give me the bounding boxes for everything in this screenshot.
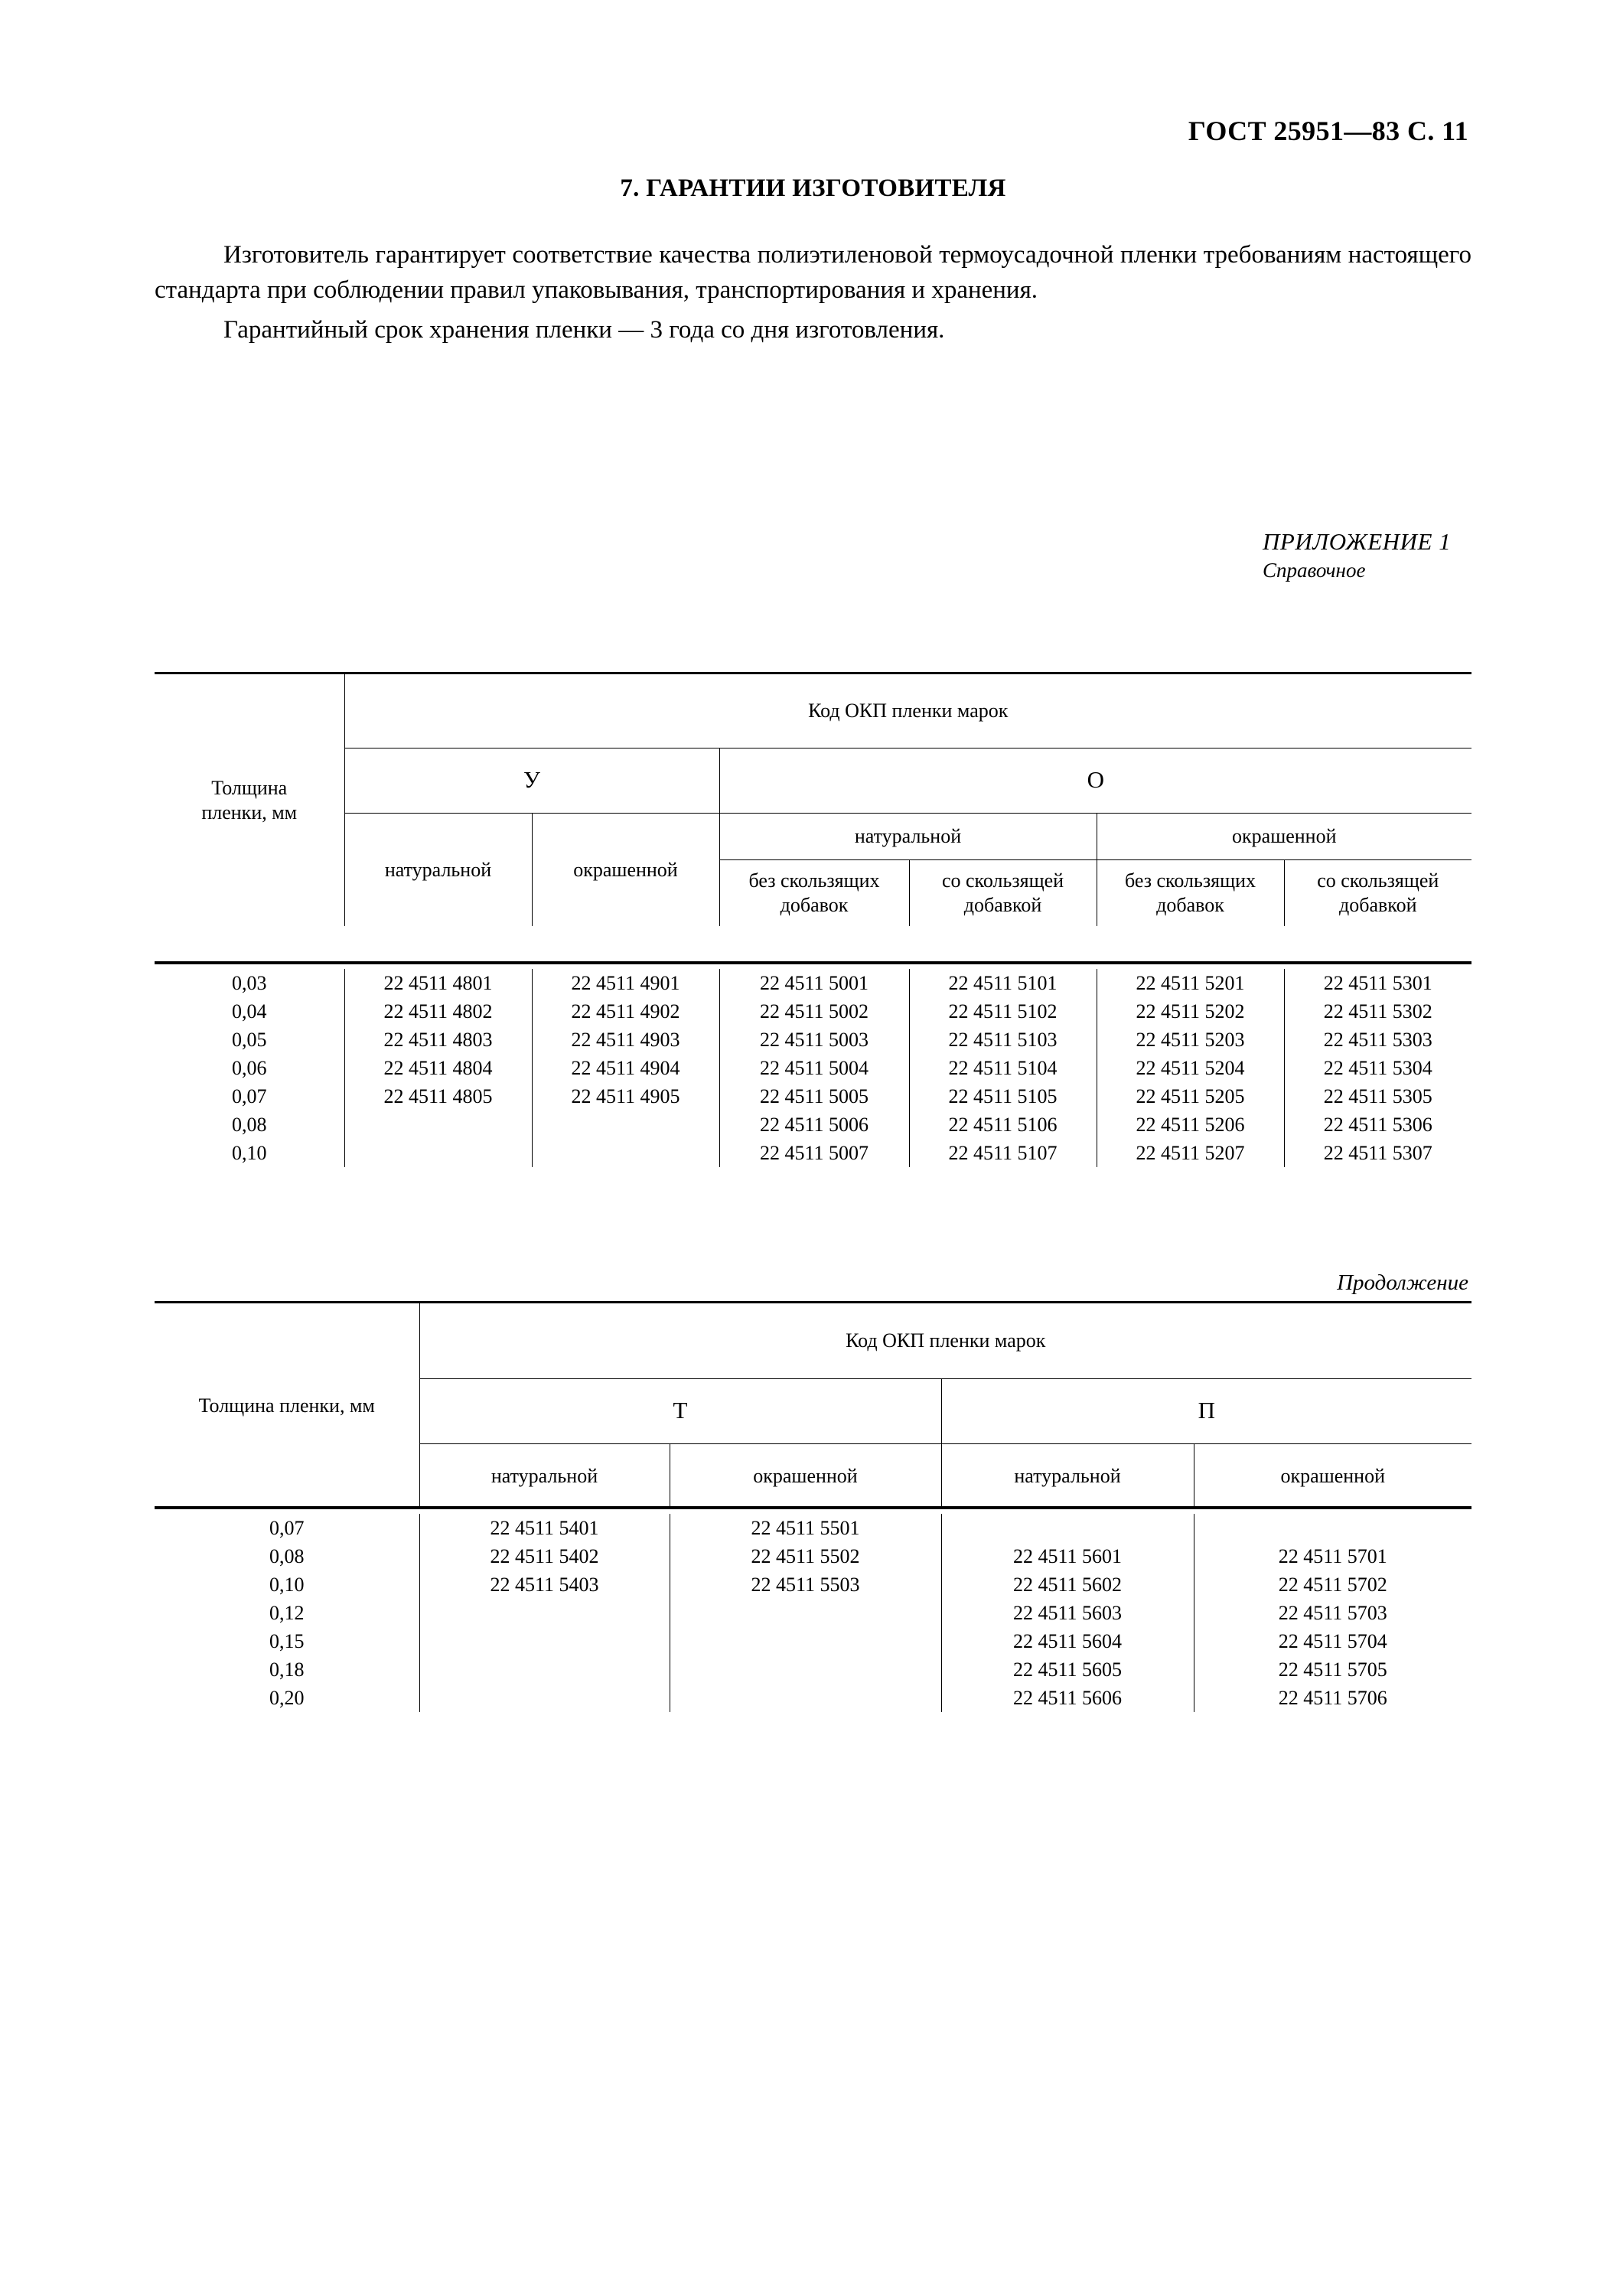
cell-thickness: 0,03 <box>232 971 267 994</box>
cell-okp-code: 22 4511 4905 <box>532 1082 719 1110</box>
table-row <box>155 1139 1471 1167</box>
cell-okp-code: 22 4511 5306 <box>1284 1110 1471 1139</box>
cell-okp-code: 22 4511 5302 <box>1284 997 1471 1026</box>
okp-codes-table-2 <box>155 1301 1471 1508</box>
running-head: ГОСТ 25951—83 С. 11 <box>1188 116 1468 146</box>
table1-header-mark-o <box>719 748 1471 814</box>
cell-okp-code: 22 4511 4902 <box>532 997 719 1026</box>
cell-okp-code <box>419 1627 670 1655</box>
cell-okp-code <box>532 1139 719 1167</box>
page-title: 7. ГАРАНТИИ ИЗГОТОВИТЕЛЯ <box>620 174 1006 202</box>
cell-okp-code: 22 4511 5502 <box>670 1542 941 1570</box>
cell-okp-code: 22 4511 5205 <box>1097 1082 1284 1110</box>
okp-codes-table-1 <box>155 672 1471 926</box>
cell-okp-code: 22 4511 5206 <box>1097 1110 1284 1139</box>
table1-header-o-colored: окрашенной <box>1097 814 1471 860</box>
table1-header-o-colored-noslip-l2: добавок <box>1156 894 1224 916</box>
table1-header-o-natural-noslip <box>719 860 909 927</box>
table1-header-mark-o-label: О <box>1087 766 1104 793</box>
table2-header-thickness: Толщина пленки, мм <box>155 1303 419 1509</box>
cell-okp-code: 22 4511 4803 <box>344 1026 532 1054</box>
appendix-label: ПРИЛОЖЕНИЕ 1 <box>1263 528 1452 555</box>
appendix-caption <box>918 528 1471 582</box>
table-row <box>155 1026 1471 1054</box>
table-row <box>155 1684 1471 1712</box>
table1-header-o-colored-noslip-l1: без скользящих <box>1124 869 1256 892</box>
cell-thickness: 0,07 <box>232 1084 267 1107</box>
body-text <box>155 237 1471 347</box>
cell-okp-code: 22 4511 5503 <box>670 1570 941 1599</box>
cell-thickness: 0,05 <box>232 1028 267 1051</box>
cell-okp-code: 22 4511 5706 <box>1194 1684 1471 1712</box>
table1-header-o-colored-noslip <box>1097 860 1284 927</box>
cell-okp-code <box>419 1684 670 1712</box>
cell-thickness: 0,08 <box>232 1113 267 1136</box>
cell-okp-code <box>670 1684 941 1712</box>
cell-okp-code: 22 4511 5602 <box>941 1570 1194 1599</box>
table1-header-o-natural-slip-l2: добавкой <box>963 894 1042 916</box>
table1-header-thickness-line2: пленки, мм <box>201 801 298 823</box>
cell-okp-code: 22 4511 5601 <box>941 1542 1194 1570</box>
table2-header-p-natural: натуральной <box>941 1444 1194 1509</box>
cell-okp-code: 22 4511 4903 <box>532 1026 719 1054</box>
table-row <box>155 1542 1471 1570</box>
cell-okp-code: 22 4511 4804 <box>344 1054 532 1082</box>
table1-header-thickness <box>155 673 344 927</box>
cell-okp-code: 22 4511 5701 <box>1194 1542 1471 1570</box>
cell-okp-code: 22 4511 5604 <box>941 1627 1194 1655</box>
table2-header-mark-p-label: П <box>1198 1397 1215 1424</box>
table1-header-thickness-line1: Толщина <box>211 776 288 799</box>
paragraph-guarantee: Изготовитель гарантирует соответствие качества полиэтиленовой термоусадочной пленки требованиям настоящего стандарта при соблюдении правил упаковывания, транспортирования и хранения. <box>155 241 1471 304</box>
cell-okp-code: 22 4511 5304 <box>1284 1054 1471 1082</box>
table1-header-o-colored-slip <box>1284 860 1471 927</box>
cell-okp-code <box>344 1139 532 1167</box>
cell-okp-code <box>670 1655 941 1684</box>
cell-okp-code: 22 4511 4904 <box>532 1054 719 1082</box>
cell-okp-code <box>419 1655 670 1684</box>
table-row <box>155 1514 1471 1542</box>
cell-okp-code: 22 4511 5107 <box>909 1139 1097 1167</box>
cell-okp-code: 22 4511 5001 <box>719 969 909 997</box>
cell-okp-code: 22 4511 5105 <box>909 1082 1097 1110</box>
table1-header-u-natural: натуральной <box>344 814 532 927</box>
cell-thickness: 0,12 <box>269 1601 305 1624</box>
cell-okp-code: 22 4511 5401 <box>419 1514 670 1542</box>
cell-okp-code: 22 4511 5003 <box>719 1026 909 1054</box>
cell-okp-code: 22 4511 5303 <box>1284 1026 1471 1054</box>
table1-header-o-colored-slip-l2: добавкой <box>1339 894 1417 916</box>
table2-header-mark-p <box>941 1379 1471 1444</box>
cell-thickness: 0,06 <box>232 1056 267 1079</box>
table1-header-o-natural: натуральной <box>719 814 1097 860</box>
table1-header-mark-u-label: У <box>523 766 540 793</box>
cell-okp-code: 22 4511 5605 <box>941 1655 1194 1684</box>
cell-okp-code: 22 4511 5305 <box>1284 1082 1471 1110</box>
cell-okp-code: 22 4511 5203 <box>1097 1026 1284 1054</box>
table-row <box>155 997 1471 1026</box>
table-row <box>155 1110 1471 1139</box>
cell-okp-code: 22 4511 5603 <box>941 1599 1194 1627</box>
cell-okp-code: 22 4511 5204 <box>1097 1054 1284 1082</box>
table-row <box>155 1599 1471 1627</box>
cell-okp-code: 22 4511 5002 <box>719 997 909 1026</box>
table-row <box>155 1655 1471 1684</box>
cell-thickness: 0,08 <box>269 1544 305 1567</box>
table1-header-group-title: Код ОКП пленки марок <box>344 673 1471 748</box>
appendix-kind: Справочное <box>1263 559 1366 582</box>
cell-okp-code: 22 4511 5705 <box>1194 1655 1471 1684</box>
cell-okp-code <box>419 1599 670 1627</box>
cell-okp-code: 22 4511 5004 <box>719 1054 909 1082</box>
cell-okp-code: 22 4511 5307 <box>1284 1139 1471 1167</box>
cell-okp-code: 22 4511 5606 <box>941 1684 1194 1712</box>
okp-codes-table-1-body <box>155 969 1471 1167</box>
table2-header-t-colored: окрашенной <box>670 1444 941 1509</box>
table1-header-u-colored: окрашенной <box>532 814 719 927</box>
cell-okp-code <box>1194 1514 1471 1542</box>
table-row <box>155 1627 1471 1655</box>
cell-okp-code <box>941 1514 1194 1542</box>
cell-okp-code: 22 4511 5702 <box>1194 1570 1471 1599</box>
cell-okp-code: 22 4511 5501 <box>670 1514 941 1542</box>
table2-rows <box>155 1514 1471 1712</box>
cell-okp-code: 22 4511 5301 <box>1284 969 1471 997</box>
cell-okp-code <box>532 1110 719 1139</box>
table2-header-t-natural: натуральной <box>419 1444 670 1509</box>
cell-okp-code: 22 4511 5005 <box>719 1082 909 1110</box>
cell-okp-code <box>670 1627 941 1655</box>
table2-header-group-title: Код ОКП пленки марок <box>419 1303 1471 1379</box>
cell-okp-code: 22 4511 5703 <box>1194 1599 1471 1627</box>
table2-continuation-label: Продолжение <box>1337 1270 1468 1295</box>
cell-thickness: 0,07 <box>269 1516 305 1539</box>
cell-okp-code: 22 4511 5704 <box>1194 1627 1471 1655</box>
cell-okp-code: 22 4511 5103 <box>909 1026 1097 1054</box>
table-row <box>155 1570 1471 1599</box>
okp-codes-table-2-body <box>155 1514 1471 1712</box>
table-row <box>155 1054 1471 1082</box>
cell-okp-code: 22 4511 5202 <box>1097 997 1284 1026</box>
table2-header-mark-t <box>419 1379 941 1444</box>
table1-header-o-natural-noslip-l1: без скользящих <box>748 869 880 892</box>
table1-header-o-colored-slip-l1: со скользящей <box>1317 869 1439 892</box>
table-row <box>155 1082 1471 1110</box>
paragraph-shelf-life: Гарантийный срок хранения пленки — 3 года со дня изготовления. <box>223 316 945 344</box>
cell-okp-code: 22 4511 5106 <box>909 1110 1097 1139</box>
table1-header-mark-u <box>344 748 719 814</box>
cell-okp-code <box>344 1110 532 1139</box>
cell-thickness: 0,15 <box>269 1629 305 1652</box>
cell-okp-code: 22 4511 4802 <box>344 997 532 1026</box>
cell-thickness: 0,10 <box>232 1141 267 1164</box>
cell-thickness: 0,18 <box>269 1658 305 1681</box>
cell-okp-code: 22 4511 5402 <box>419 1542 670 1570</box>
cell-thickness: 0,04 <box>232 1000 267 1022</box>
table1-header-rule <box>155 961 1471 964</box>
table1-header-o-natural-slip <box>909 860 1097 927</box>
table2-header-p-colored: окрашенной <box>1194 1444 1471 1509</box>
table-row <box>155 969 1471 997</box>
cell-okp-code: 22 4511 5207 <box>1097 1139 1284 1167</box>
cell-okp-code: 22 4511 5104 <box>909 1054 1097 1082</box>
table2-header-mark-t-label: Т <box>673 1397 688 1424</box>
cell-okp-code: 22 4511 5006 <box>719 1110 909 1139</box>
table1-header-o-natural-slip-l1: со скользящей <box>941 869 1064 892</box>
cell-thickness: 0,20 <box>269 1686 305 1709</box>
table2-header-rule <box>155 1506 1471 1509</box>
table1-header-o-natural-noslip-l2: добавок <box>780 894 849 916</box>
table1-rows <box>155 969 1471 1167</box>
cell-okp-code: 22 4511 5101 <box>909 969 1097 997</box>
cell-okp-code <box>670 1599 941 1627</box>
cell-okp-code: 22 4511 4801 <box>344 969 532 997</box>
cell-okp-code: 22 4511 5007 <box>719 1139 909 1167</box>
cell-okp-code: 22 4511 4901 <box>532 969 719 997</box>
cell-thickness: 0,10 <box>269 1573 305 1596</box>
cell-okp-code: 22 4511 5201 <box>1097 969 1284 997</box>
cell-okp-code: 22 4511 5102 <box>909 997 1097 1026</box>
cell-okp-code: 22 4511 5403 <box>419 1570 670 1599</box>
cell-okp-code: 22 4511 4805 <box>344 1082 532 1110</box>
